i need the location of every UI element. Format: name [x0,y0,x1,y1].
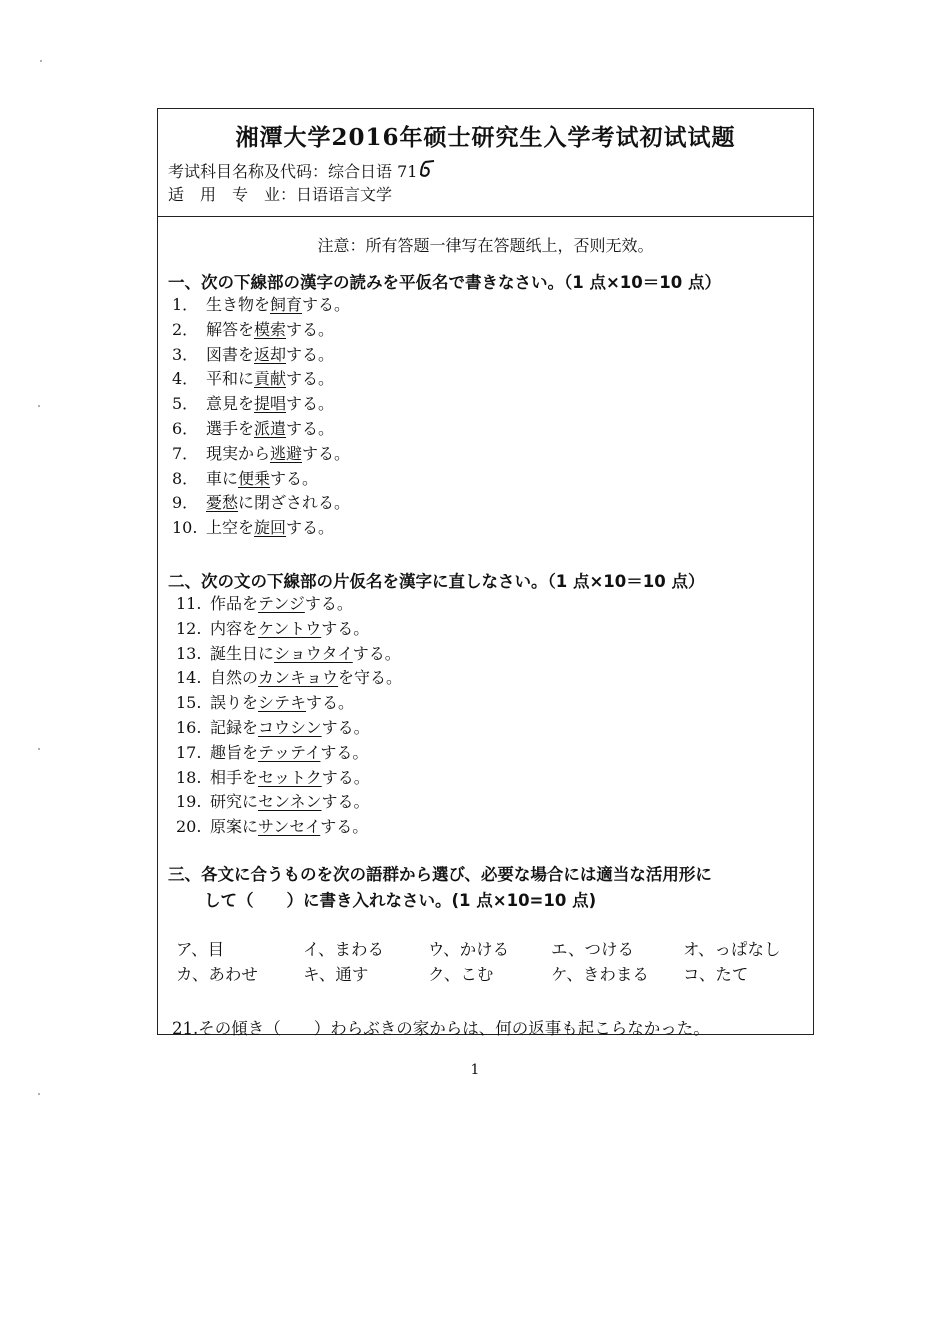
list-item: 7． 現実から逃避する。 [172,443,351,463]
word-option: カ、あわせ [176,965,258,984]
major-value: 日语语言文学 [296,185,393,204]
word-bank-row [176,937,781,962]
scan-speck [40,60,42,62]
major-label: 适 用 专 业： [168,185,297,204]
scan-speck [38,405,40,407]
section3-heading-line1: 三、各文に合うものを次の語群から選び、必要な場合には適当な活用形に [168,865,712,884]
list-item: 9． 憂愁に閉ざされる。 [172,493,351,513]
scan-speck [38,748,40,750]
header-divider [158,216,813,217]
question-21: 21.その傾き（ ）わらぶきの家からは、何の返事も起こらなかった。 [172,1019,710,1038]
list-item: 13. 誕生日にショウタイする。 [176,643,401,663]
word-bank [176,937,781,987]
notice: 注意：所有答题一律写在答题纸上，否则无效。 [317,236,654,255]
subject-value: 综合日语 71 [328,162,418,181]
list-item: 10. 上空を旋回する。 [172,518,335,538]
list-item: 6． 選手を派遣する。 [172,418,335,438]
word-option: ク、こむ [428,965,494,984]
word-bank-row [176,962,781,987]
page-title: 湘潭大学2016年硕士研究生入学考试初试试题 [235,124,736,151]
list-item: 4． 平和に貢献する。 [172,369,335,389]
section1-list [172,293,350,541]
section1-heading: 一、次の下線部の漢字の読みを平仮名で書きなさい。（1 点×10＝10 点） [168,273,721,292]
handwritten-mark-icon [418,159,436,186]
word-option: コ、たて [683,965,749,984]
list-item: 16. 記録をコウシンする。 [176,717,370,737]
list-item: 17. 趣旨をテッテイする。 [176,742,369,762]
list-item: 20. 原案にサンセイする。 [176,817,369,837]
scan-speck [38,1093,40,1095]
word-option: イ、まわる [303,940,385,959]
section2-list [176,592,402,840]
subject-line [168,159,436,186]
list-item: 8． 車に便乗する。 [172,468,319,488]
list-item: 19. 研究にセンネンする。 [176,792,370,812]
major-line [168,183,392,207]
list-item: 3． 図書を返却する。 [172,344,335,364]
list-item: 18. 相手をセットクする。 [176,767,370,787]
list-item: 1． 生き物を飼育する。 [172,295,351,314]
exam-frame [157,108,814,1038]
word-option: キ、通す [303,965,369,984]
section3-heading-line2: して（ ）に書き入れなさい。(1 点×10=10 点) [204,891,597,910]
list-item: 11. 作品をテンジする。 [176,594,353,613]
section2-heading: 二、次の文の下線部の片仮名を漢字に直しなさい。（1 点×10＝10 点） [168,572,705,591]
word-option: ア、目 [176,940,225,959]
list-item: 2． 解答を模索する。 [172,319,335,339]
subject-label: 考试科目名称及代码： [168,162,329,181]
list-item: 5． 意見を提唱する。 [172,394,335,414]
word-option: ケ、きわまる [551,965,649,984]
list-item: 12. 内容をケントウする。 [176,618,370,638]
word-option: オ、っぱなし [683,940,781,959]
page-number: 1 [470,1062,480,1078]
word-option: エ、つける [551,940,634,959]
list-item: 14. 自然のカンキョウを守る。 [176,668,403,688]
list-item: 15. 誤りをシテキする。 [176,693,355,713]
word-option: ウ、かける [428,940,510,959]
